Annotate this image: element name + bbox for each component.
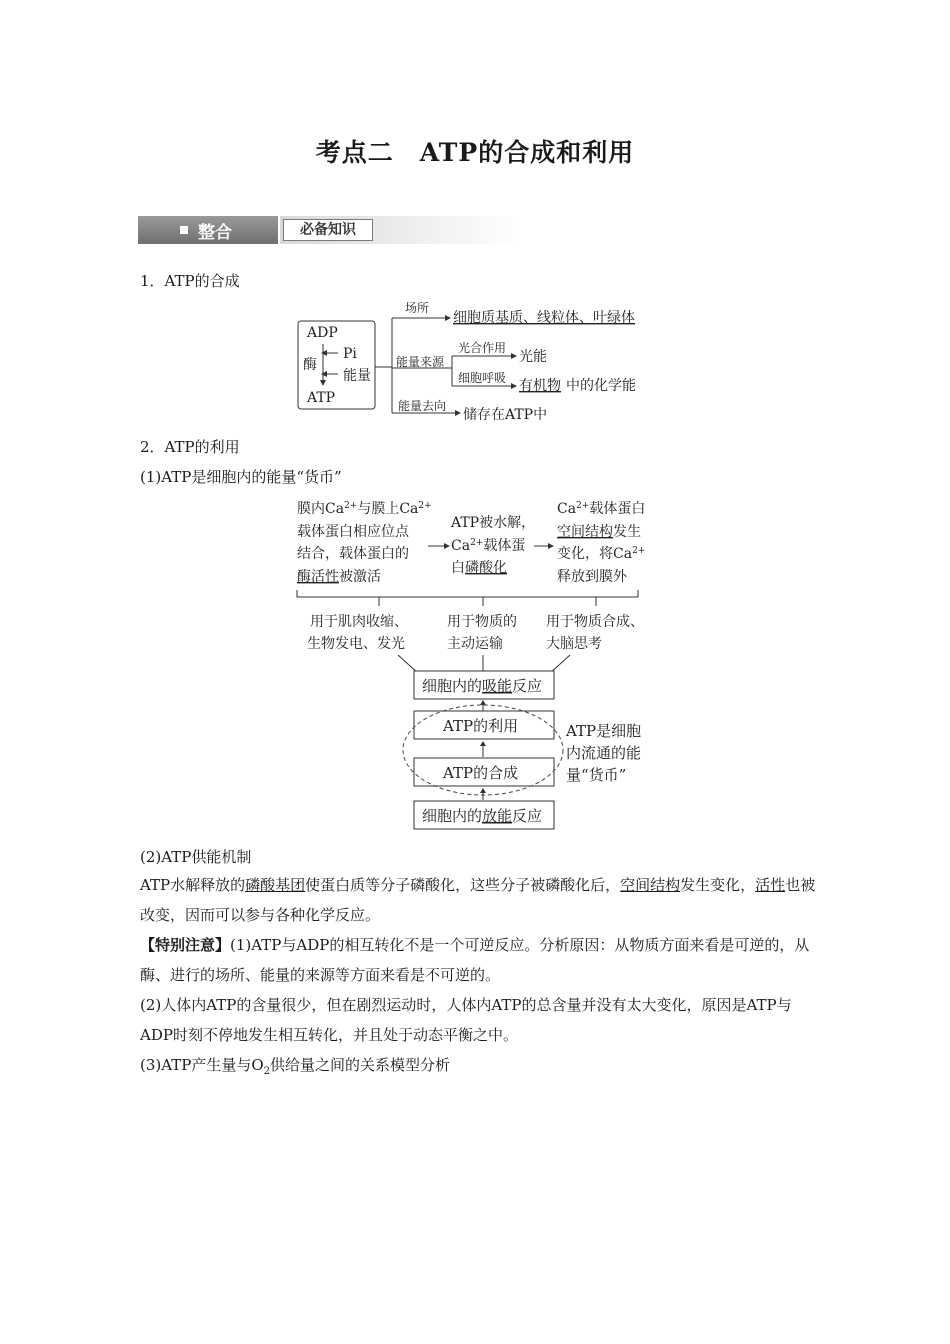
col1-line2: 载体蛋白相应位点: [297, 524, 409, 540]
col1-line3: 结合，载体蛋白的: [297, 546, 409, 562]
section2-sub2: (2)ATP供能机制: [140, 848, 252, 866]
col2-line2: $Ca^{2+}$载体蛋: [451, 538, 526, 554]
mechanism-paragraph: ATP水解释放的磷酸基团使蛋白质等分子磷酸化，这些分子被磷酸化后，空间结构发生变化，活性也被改变，因而可以参与各种化学反应。: [140, 876, 816, 924]
use3-line2: 大脑思考: [546, 636, 602, 652]
use2-line1: 用于物质的: [447, 614, 517, 630]
bracket-line: [297, 590, 638, 597]
arrow-up-icon: [480, 700, 486, 705]
resp-label: 细胞呼吸: [458, 371, 507, 385]
resp-value-underlined: 有机物: [519, 378, 561, 394]
arrow-up-icon: [480, 788, 486, 793]
photo-label: 光合作用: [458, 341, 507, 355]
banner-main-label: 整合: [198, 222, 232, 243]
arrow-right-icon: [548, 543, 554, 549]
enzyme-label: 酶: [303, 357, 317, 373]
page-title: 考点二 ATP的合成和利用: [315, 138, 635, 167]
use1-line1: 用于肌肉收缩、: [310, 614, 408, 630]
col3-line2: 空间结构发生: [557, 524, 641, 540]
col1-line1: 膜内$Ca^{2+}$与膜上$Ca^{2+}$: [297, 501, 432, 517]
special-note-3: (3)ATP产生量与$O_2$供给量之间的关系模型分析: [140, 1056, 451, 1077]
place-label: 场所: [405, 301, 430, 315]
place-value: 细胞质基质、线粒体、叶绿体: [453, 310, 635, 326]
use3-line1: 用于物质合成、: [546, 614, 644, 630]
special-note-2: (2)人体内ATP的含量很少，但在剧烈运动时，人体内ATP的总含量并没有太大变化，原因是ATP与ADP时刻不停地发生相互转化，并且处于动态平衡之中。: [140, 996, 792, 1044]
col3-line4: 释放到膜外: [557, 569, 627, 585]
note-line2: 内流通的能: [566, 744, 642, 762]
resp-value-rest: 中的化学能: [566, 378, 636, 394]
col2-line3: 白磷酸化: [451, 560, 507, 576]
utilize-label: ATP的利用: [443, 717, 519, 735]
banner-sub-label: 必备知识: [283, 219, 373, 241]
pi-label: Pi: [343, 346, 357, 362]
release-label: 细胞内的放能反应: [422, 807, 543, 825]
note-line1: ATP是细胞: [566, 722, 642, 740]
photo-value: 光能: [519, 349, 547, 365]
adp-label: ADP: [307, 325, 338, 341]
absorb-label: 细胞内的吸能反应: [422, 677, 543, 695]
section1-heading: 1．ATP的合成: [140, 272, 240, 290]
source-label: 能量来源: [396, 355, 445, 369]
special-note-label: 【特别注意】: [140, 936, 231, 954]
arrow-right-icon: [444, 543, 450, 549]
section2-heading: 2．ATP的利用: [140, 438, 240, 456]
dest-label: 能量去向: [398, 399, 447, 413]
use1-line2: 生物发电、发光: [307, 636, 405, 652]
col2-line1: ATP被水解，: [451, 515, 536, 531]
col3-line1: $Ca^{2+}$载体蛋白: [557, 501, 646, 517]
atp-label: ATP: [307, 390, 336, 406]
section2-sub1: (1)ATP是细胞内的能量“货币”: [140, 468, 342, 486]
col1-line4: 酶活性被激活: [297, 569, 381, 585]
special-note-1: 【特别注意】(1)ATP与ADP的相互转化不是一个可逆反应。分析原因：从物质方面来看是可逆的，从酶、进行的场所、能量的来源等方面来看是不可逆的。: [140, 936, 810, 984]
col3-line3: 变化，将$Ca^{2+}$: [557, 546, 646, 562]
dest-value: 储存在ATP中: [463, 407, 548, 423]
use2-line2: 主动运输: [447, 636, 503, 652]
arrow-up-icon: [480, 741, 486, 746]
note-line3: 量“货币”: [566, 766, 627, 784]
energy-label: 能量: [343, 368, 371, 384]
synthesize-label: ATP的合成: [443, 764, 519, 782]
